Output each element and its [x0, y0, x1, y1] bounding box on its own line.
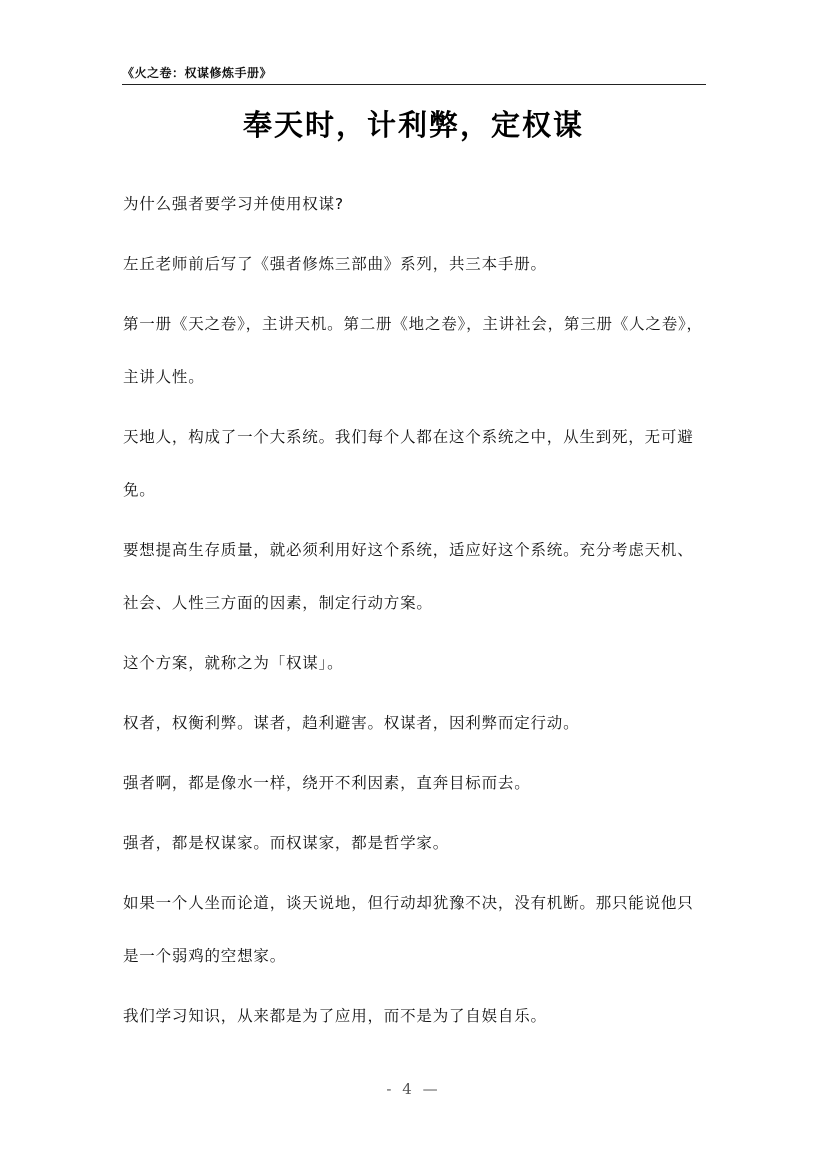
paragraph-1: 为什么强者要学习并使用权谋? [123, 195, 344, 213]
running-header: 《火之卷：权谋修炼手册》 [122, 66, 273, 80]
paragraph-7: 权者，权衡利弊。谋者，趋利避害。权谋者，因利弊而定行动。 [123, 714, 580, 732]
paragraph-3: 第一册《天之卷》，主讲天机。第二册《地之卷》，主讲社会，第三册《人之卷》，主讲人性。 [123, 315, 703, 386]
paragraph-10: 如果一个人坐而论道，谈天说地，但行动却犹豫不决，没有机断。那只能说他只是一个弱鸡的空想家。 [123, 894, 694, 965]
paragraph-4: 天地人，构成了一个大系统。我们每个人都在这个系统之中，从生到死，无可避免。 [123, 428, 694, 499]
header-divider [122, 84, 706, 85]
paragraph-6: 这个方案，就称之为「权谋」。 [123, 654, 344, 672]
article-body [123, 178, 705, 1043]
paragraph-8: 强者啊，都是像水一样，绕开不利因素，直奔目标而去。 [123, 774, 531, 792]
article-title: 奉天时，计利弊，定权谋 [242, 108, 584, 142]
page-number: - 4 — [386, 1080, 441, 1098]
paragraph-5: 要想提高生存质量，就必须利用好这个系统，适应好这个系统。充分考虑天机、社会、人性三方面的因素，制定行动方案。 [123, 541, 694, 612]
paragraph-9: 强者，都是权谋家。而权谋家，都是哲学家。 [123, 834, 450, 852]
paragraph-2: 左丘老师前后写了《强者修炼三部曲》系列，共三本手册。 [123, 255, 547, 273]
paragraph-11: 我们学习知识，从来都是为了应用，而不是为了自娱自乐。 [123, 1007, 547, 1025]
